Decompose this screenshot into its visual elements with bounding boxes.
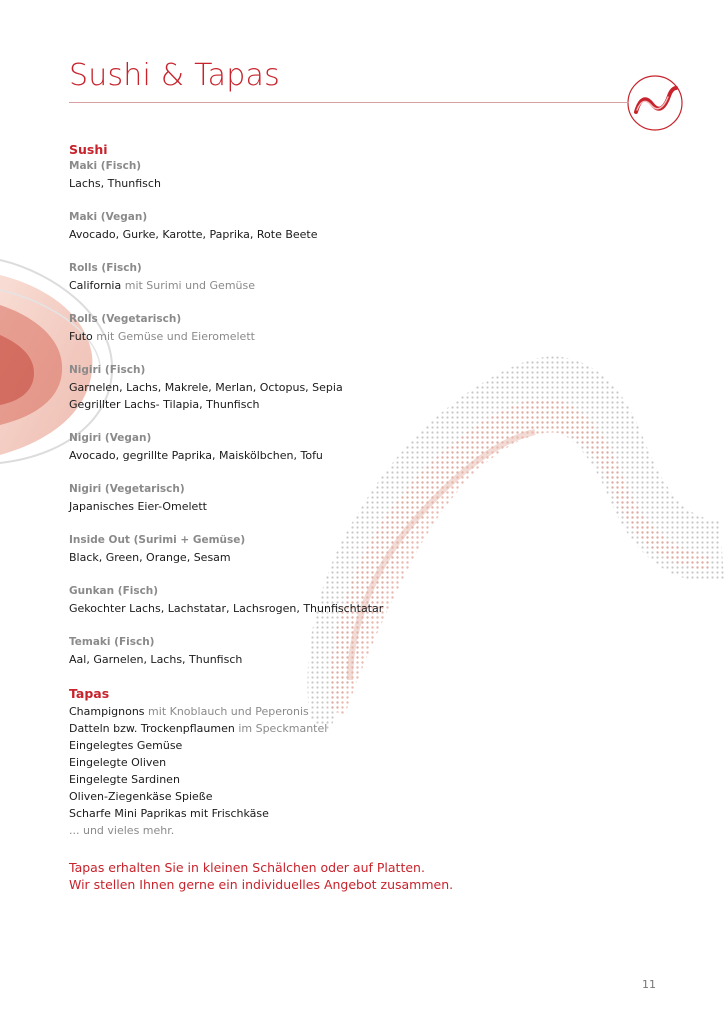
sushi-group-label: Nigiri (Vegetarisch) <box>69 483 185 495</box>
menu-line <box>69 328 629 345</box>
tapas-item <box>69 720 629 737</box>
sushi-group-label: Maki (Fisch) <box>69 160 142 172</box>
note-line-1: Tapas erhalten Sie in kleinen Schälchen oder auf Platten. <box>69 860 425 875</box>
menu-line-main: Gekochter Lachs, Lachstatar, Lachsrogen, Thunfischtatar <box>69 602 384 615</box>
sushi-group <box>69 158 629 192</box>
tapas-note <box>69 859 629 893</box>
menu-line <box>69 277 629 294</box>
sushi-group <box>69 311 629 345</box>
menu-line-main: California <box>69 279 122 292</box>
menu-line <box>69 498 629 515</box>
menu-line-main: Eingelegte Oliven <box>69 756 167 769</box>
menu-line-main: Eingelegte Sardinen <box>69 773 180 786</box>
sushi-group-label: Nigiri (Vegan) <box>69 432 152 444</box>
page-number: 11 <box>642 978 656 991</box>
wave-logo-icon <box>626 74 684 132</box>
tapas-items <box>69 703 629 822</box>
tapas-heading: Tapas <box>69 686 110 701</box>
menu-line-main: Japanisches Eier-Omelett <box>69 500 207 513</box>
menu-line-main: Gegrillter Lachs- Tilapia, Thunfisch <box>69 398 260 411</box>
menu-line-main: Avocado, gegrillte Paprika, Maiskölbchen, Tofu <box>69 449 323 462</box>
sushi-group <box>69 209 629 243</box>
menu-line-extra: mit Knoblauch und Peperonis <box>144 705 309 718</box>
sushi-group <box>69 362 629 413</box>
menu-line-extra: mit Surimi und Gemüse <box>121 279 256 292</box>
menu-line <box>69 549 629 566</box>
sushi-heading: Sushi <box>69 142 108 157</box>
tapas-item <box>69 788 629 805</box>
tapas-item <box>69 805 629 822</box>
tapas-item <box>69 737 629 754</box>
menu-line-main: Black, Green, Orange, Sesam <box>69 551 231 564</box>
sushi-group-label: Rolls (Fisch) <box>69 262 142 274</box>
sushi-group <box>69 481 629 515</box>
menu-content <box>69 141 629 893</box>
menu-line-main: Datteln bzw. Trockenpflaumen <box>69 722 235 735</box>
menu-line-extra: im Speckmantel <box>234 722 328 735</box>
sushi-group-label: Nigiri (Fisch) <box>69 364 146 376</box>
menu-line <box>69 600 629 617</box>
sushi-group-label: Temaki (Fisch) <box>69 636 155 648</box>
menu-line-main: Lachs, Thunfisch <box>69 177 161 190</box>
sushi-group-label: Maki (Vegan) <box>69 211 148 223</box>
sushi-group-label: Rolls (Vegetarisch) <box>69 313 182 325</box>
sushi-group <box>69 430 629 464</box>
menu-line <box>69 396 629 413</box>
tapas-item <box>69 754 629 771</box>
menu-line <box>69 175 629 192</box>
tapas-section <box>69 685 629 839</box>
menu-line-main: Eingelegtes Gemüse <box>69 739 183 752</box>
tapas-item <box>69 771 629 788</box>
tapas-more: ... und vieles mehr. <box>69 824 175 837</box>
menu-line-main: Scharfe Mini Paprikas mit Frischkäse <box>69 807 269 820</box>
menu-line-main: Aal, Garnelen, Lachs, Thunfisch <box>69 653 243 666</box>
menu-line <box>69 447 629 464</box>
menu-line-main: Oliven-Ziegenkäse Spieße <box>69 790 213 803</box>
sushi-group <box>69 634 629 668</box>
menu-line <box>69 651 629 668</box>
sushi-group-label: Gunkan (Fisch) <box>69 585 159 597</box>
menu-line-main: Avocado, Gurke, Karotte, Paprika, Rote Beete <box>69 228 318 241</box>
title-divider <box>69 102 629 103</box>
sushi-groups <box>69 158 629 668</box>
sushi-group-label: Inside Out (Surimi + Gemüse) <box>69 534 246 546</box>
menu-line <box>69 379 629 396</box>
tapas-item <box>69 703 629 720</box>
sushi-group <box>69 532 629 566</box>
menu-line <box>69 226 629 243</box>
menu-line-extra: mit Gemüse und Eieromelett <box>92 330 255 343</box>
note-line-2: Wir stellen Ihnen gerne ein individuelles Angebot zusammen. <box>69 877 454 892</box>
menu-line-main: Champignons <box>69 705 145 718</box>
sushi-group <box>69 260 629 294</box>
sushi-section <box>69 141 629 668</box>
menu-line-main: Futo <box>69 330 93 343</box>
page-title: Sushi & Tapas <box>69 58 280 93</box>
menu-line-main: Garnelen, Lachs, Makrele, Merlan, Octopus, Sepia <box>69 381 343 394</box>
sushi-group <box>69 583 629 617</box>
